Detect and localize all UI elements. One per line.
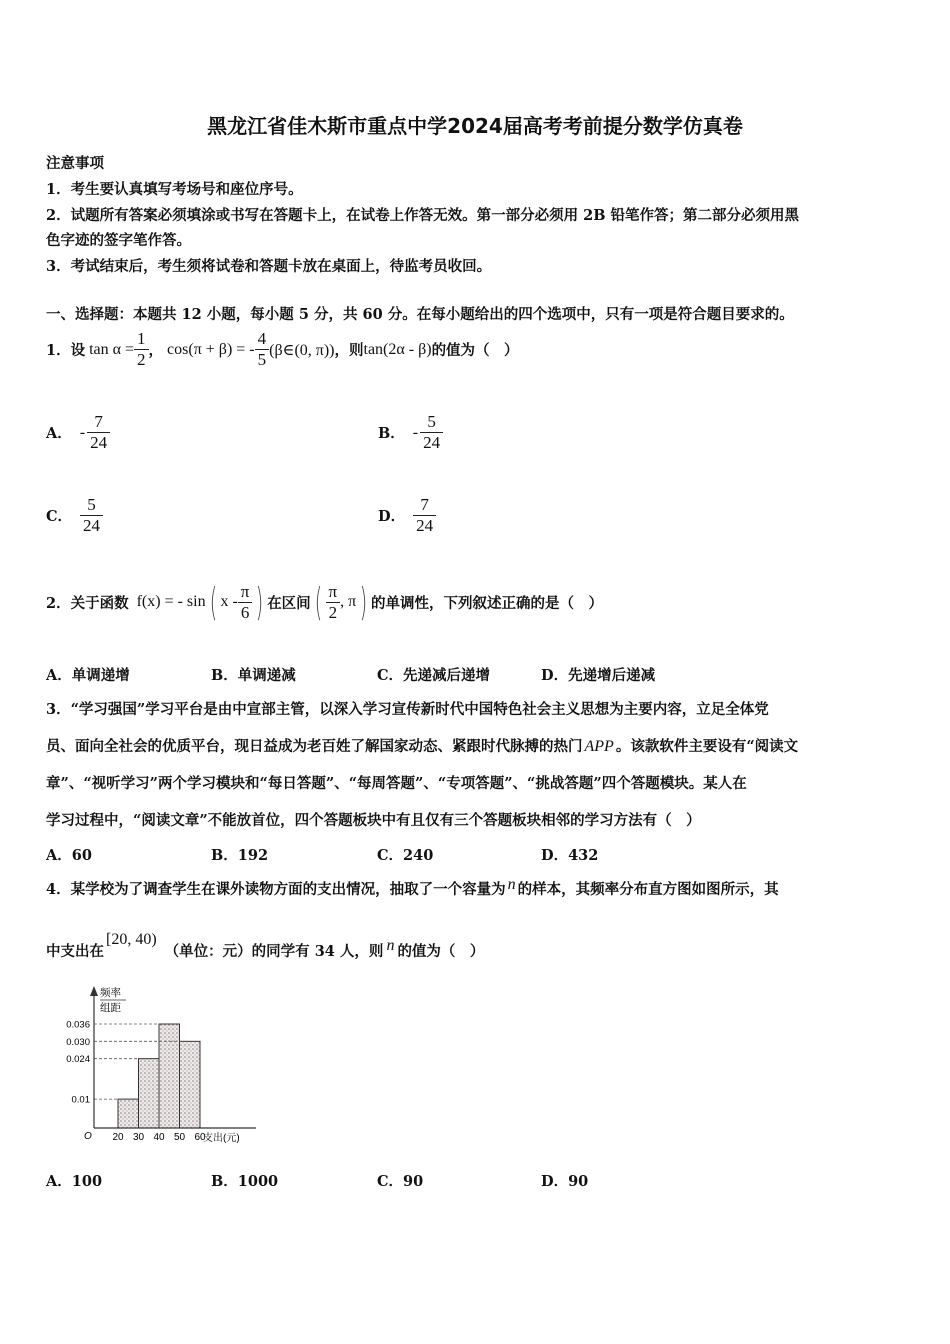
q2-right-paren: ) bbox=[256, 580, 264, 624]
q3-option-d bbox=[541, 844, 598, 865]
q3-option-c bbox=[377, 844, 433, 865]
q1-tan-fraction bbox=[134, 329, 149, 370]
q1-option-b bbox=[378, 412, 443, 453]
x-tick-label: 20 bbox=[112, 1132, 124, 1143]
q3-line-3: 章”、“视听学习”两个学习模块和“每日答题”、“每周答题”、“专项答题”、“挑战答题”四个答题模块。某人在 bbox=[46, 775, 747, 792]
q1-option-c-fraction bbox=[80, 495, 103, 536]
notice-item-2-cont: 色字迹的签字笔作答。 bbox=[46, 232, 191, 249]
x-tick-label: 60 bbox=[194, 1132, 206, 1143]
question-1 bbox=[46, 329, 519, 370]
q1-option-d-den: 24 bbox=[416, 516, 434, 535]
q2-left-paren: ( bbox=[209, 580, 217, 624]
x-axis-label: 支出(元) bbox=[203, 1133, 240, 1144]
notice-item-2: 2．试题所有答案必须填涂或书写在答题卡上，在试卷上作答无效。第一部分必须用 2B 铅笔作答；第二部分必须用黑 bbox=[46, 207, 800, 224]
q4-option-a bbox=[46, 1170, 102, 1191]
q2-option-a bbox=[46, 664, 130, 685]
q4-interval: [20, 40) bbox=[106, 931, 157, 948]
q1-option-b-den: 24 bbox=[423, 433, 441, 452]
q2-int-right-paren: ) bbox=[359, 580, 368, 624]
q3-line-2b: 。该款软件主要设有“阅读文 bbox=[615, 738, 799, 755]
q2-func: f(x) = - sin bbox=[136, 593, 206, 610]
q3-option-a bbox=[46, 844, 92, 865]
notice-heading: 注意事项 bbox=[46, 155, 104, 172]
q2-int-den: 2 bbox=[328, 602, 338, 622]
q4-line-1 bbox=[46, 878, 779, 899]
q3-option-b-text: 192 bbox=[237, 847, 269, 864]
x-tick-label: 50 bbox=[173, 1132, 186, 1143]
q1-option-c-label: C． bbox=[46, 508, 73, 525]
q2-int-fraction bbox=[326, 582, 341, 623]
y-tick-label: 0.024 bbox=[66, 1054, 90, 1066]
q4-option-d-label: D． bbox=[541, 1173, 569, 1190]
q2-int-left-paren: ( bbox=[314, 580, 322, 624]
q1-option-a-den: 24 bbox=[90, 433, 108, 452]
q1-cos-num: 4 bbox=[255, 329, 270, 350]
q4-line-1b: 的样本，其频率分布直方图如图所示，其 bbox=[517, 881, 779, 898]
histogram-bars bbox=[118, 1024, 200, 1128]
q1-option-a-label: A． bbox=[46, 425, 72, 442]
q1-tan-den: 2 bbox=[137, 350, 146, 369]
q2-option-a-label: A． bbox=[46, 667, 72, 684]
q1-cos-den: 5 bbox=[257, 350, 267, 369]
y-tick-labels bbox=[66, 1020, 90, 1106]
q2-option-c-text: 先递减后递增 bbox=[403, 667, 491, 684]
q2-arg-fraction bbox=[238, 582, 253, 623]
q2-interval-text: 在区间 bbox=[267, 594, 311, 612]
q2-option-b-label: B． bbox=[211, 667, 238, 684]
q1-option-c-num: 5 bbox=[80, 495, 103, 516]
q4-line-2 bbox=[46, 931, 485, 961]
q1-option-a bbox=[46, 412, 110, 453]
q4-option-b-text: 1000 bbox=[237, 1173, 279, 1190]
q3-option-a-text: 60 bbox=[71, 847, 92, 864]
y-tick-label: 0.030 bbox=[66, 1036, 90, 1048]
q2-option-c-label: C． bbox=[377, 667, 404, 684]
x-tick-label: 40 bbox=[153, 1132, 165, 1143]
q2-option-a-text: 单调递增 bbox=[71, 667, 130, 684]
q1-option-d-label: D． bbox=[378, 508, 406, 525]
q3-option-b bbox=[211, 844, 268, 865]
q1-cos-range: (β∈(0, π)) bbox=[269, 341, 335, 359]
notice-item-3: 3．考试结束后，考生须将试卷和答题卡放在桌面上，待监考员收回。 bbox=[46, 258, 492, 275]
q1-tan-expr: tan α = bbox=[89, 340, 135, 358]
q3-option-c-text: 240 bbox=[403, 847, 434, 864]
q1-target: tan(2α - β) bbox=[363, 340, 432, 358]
histogram-bar bbox=[139, 1059, 160, 1128]
q1-option-b-num: 5 bbox=[420, 412, 443, 433]
y-axis-arrow bbox=[90, 986, 98, 996]
q1-option-d-num: 7 bbox=[413, 495, 436, 516]
q1-option-a-sign: - bbox=[79, 423, 86, 441]
q1-cos-fraction bbox=[255, 329, 270, 370]
q3-line-2 bbox=[46, 735, 798, 756]
q2-option-d-text: 先递增后递减 bbox=[568, 667, 656, 684]
q2-arg-num: π bbox=[238, 582, 253, 603]
q4-line-2a: 中支出在 bbox=[46, 943, 104, 960]
q4-line-2b: （单位：元）的同学有 34 人，则 bbox=[164, 943, 384, 960]
q2-prefix: 2．关于函数 bbox=[46, 594, 129, 612]
q1-sep: ， bbox=[148, 342, 164, 359]
q2-int-end: , π bbox=[340, 593, 357, 610]
origin-label: O bbox=[84, 1131, 92, 1142]
q1-option-d-fraction bbox=[413, 495, 436, 536]
q4-option-d-text: 90 bbox=[568, 1173, 589, 1190]
q3-option-d-label: D． bbox=[541, 847, 569, 864]
q3-line-4: 学习过程中，“阅读文章”不能放首位，四个答题板块中有且仅有三个答题板块相邻的学习方法有（ ） bbox=[46, 812, 701, 829]
q1-option-c bbox=[46, 495, 103, 536]
page-title: 黑龙江省佳木斯市重点中学2024届高考考前提分数学仿真卷 bbox=[207, 114, 743, 138]
histogram-bar bbox=[159, 1024, 180, 1128]
histogram-bar bbox=[180, 1041, 201, 1128]
frequency-histogram bbox=[56, 980, 266, 1148]
q1-tan-num: 1 bbox=[134, 329, 149, 350]
q4-option-a-label: A． bbox=[46, 1173, 72, 1190]
q3-option-d-text: 432 bbox=[568, 847, 599, 864]
q1-cos-expr: cos(π + β) = - bbox=[167, 340, 255, 358]
y-tick-label: 0.036 bbox=[66, 1019, 90, 1031]
q1-option-a-fraction bbox=[87, 412, 110, 453]
q3-option-a-label: A． bbox=[46, 847, 72, 864]
q2-option-b bbox=[211, 664, 296, 685]
q4-n-2: n bbox=[386, 937, 395, 954]
q2-option-c bbox=[377, 664, 490, 685]
q1-option-c-den: 24 bbox=[83, 516, 101, 535]
y-label-bottom: 组距 bbox=[100, 1002, 121, 1014]
q4-option-c-label: C． bbox=[377, 1173, 404, 1190]
q2-option-d-label: D． bbox=[541, 667, 569, 684]
q3-option-b-label: B． bbox=[211, 847, 238, 864]
q4-option-b bbox=[211, 1170, 278, 1191]
q4-n: n bbox=[507, 876, 516, 893]
q2-int-num: π bbox=[326, 582, 341, 603]
q4-option-d bbox=[541, 1170, 588, 1191]
notice-item-1: 1．考生要认真填写考场号和座位序号。 bbox=[46, 181, 303, 198]
question-2 bbox=[46, 580, 603, 624]
q4-line-1a: 4．某学校为了调查学生在课外读物方面的支出情况，抽取了一个容量为 bbox=[46, 881, 506, 898]
q2-arg-x: x - bbox=[220, 593, 238, 610]
q2-arg-den: 6 bbox=[240, 602, 250, 622]
histogram-bar bbox=[118, 1099, 139, 1128]
y-tick-label: 0.01 bbox=[71, 1094, 90, 1106]
q1-option-d bbox=[378, 495, 436, 536]
q3-line-2a: 员、面向全社会的优质平台，现日益成为老百姓了解国家动态、紧跟时代脉搏的热门 bbox=[46, 738, 583, 755]
q4-option-c-text: 90 bbox=[403, 1173, 424, 1190]
q2-suffix: 的单调性，下列叙述正确的是（ ） bbox=[371, 594, 604, 612]
q3-line-1: 3．“学习强国”学习平台是由中宣部主管，以深入学习宣传新时代中国特色社会主义思想为主要内容，立足全体党 bbox=[46, 701, 769, 718]
q1-option-a-num: 7 bbox=[87, 412, 110, 433]
q1-prefix: 1．设 bbox=[46, 342, 86, 359]
y-label-top: 频率 bbox=[100, 987, 121, 999]
section-1-heading: 一、选择题：本题共 12 小题，每小题 5 分，共 60 分。在每小题给出的四个选项中，只有一项是符合题目要求的。 bbox=[46, 306, 794, 323]
q1-mid: ，则 bbox=[334, 342, 364, 359]
q4-option-c bbox=[377, 1170, 423, 1191]
q4-option-b-label: B． bbox=[211, 1173, 238, 1190]
q1-option-b-fraction bbox=[420, 412, 443, 453]
x-tick-label: 30 bbox=[132, 1132, 145, 1143]
q4-option-a-text: 100 bbox=[71, 1173, 103, 1190]
q3-option-c-label: C． bbox=[377, 847, 404, 864]
q2-option-d bbox=[541, 664, 655, 685]
q4-line-2c: 的值为（ ） bbox=[397, 943, 485, 960]
q1-suffix: 的值为（ ） bbox=[431, 342, 519, 359]
q1-option-b-label: B． bbox=[378, 425, 405, 442]
q1-option-b-sign: - bbox=[412, 423, 419, 441]
x-tick-labels bbox=[112, 1132, 206, 1143]
q2-option-b-text: 单调递减 bbox=[237, 667, 296, 684]
q3-app: APP bbox=[584, 738, 614, 755]
